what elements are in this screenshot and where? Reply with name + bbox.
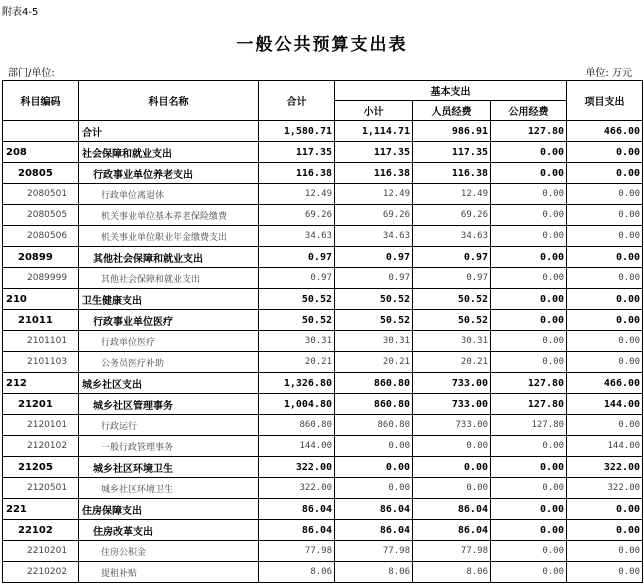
cell-public: 0.00 — [491, 310, 567, 331]
cell-subtotal: 86.04 — [335, 520, 413, 541]
cell-total: 34.63 — [259, 226, 335, 247]
column-header-code: 科目编码 — [3, 81, 79, 121]
table-row — [3, 499, 643, 520]
cell-personnel: 0.97 — [413, 247, 491, 268]
cell-code: 2120102 — [3, 436, 79, 457]
cell-public: 0.00 — [491, 226, 567, 247]
cell-subtotal: 69.26 — [335, 205, 413, 226]
cell-personnel: 733.00 — [413, 415, 491, 436]
cell-name: 行政运行 — [79, 415, 259, 436]
cell-name: 城乡社区环境卫生 — [79, 457, 259, 478]
cell-project: 0.00 — [567, 142, 643, 163]
cell-total: 0.97 — [259, 268, 335, 289]
cell-code — [3, 121, 79, 142]
cell-subtotal: 860.80 — [335, 373, 413, 394]
column-header-personnel: 人员经费 — [413, 101, 491, 121]
cell-public: 0.00 — [491, 163, 567, 184]
cell-public: 0.00 — [491, 142, 567, 163]
column-header-total: 合计 — [259, 81, 335, 121]
cell-project: 466.00 — [567, 121, 643, 142]
table-row — [3, 163, 643, 184]
department-label: 部门/单位: — [8, 68, 55, 79]
cell-public: 0.00 — [491, 562, 567, 583]
cell-subtotal: 12.49 — [335, 184, 413, 205]
cell-public: 0.00 — [491, 352, 567, 373]
cell-personnel: 733.00 — [413, 394, 491, 415]
cell-code: 2101101 — [3, 331, 79, 352]
cell-subtotal: 0.97 — [335, 247, 413, 268]
cell-public: 127.80 — [491, 373, 567, 394]
cell-name: 卫生健康支出 — [79, 289, 259, 310]
cell-public: 0.00 — [491, 289, 567, 310]
cell-public: 0.00 — [491, 205, 567, 226]
table-row — [3, 394, 643, 415]
cell-name: 行政单位离退休 — [79, 184, 259, 205]
cell-total: 30.31 — [259, 331, 335, 352]
column-header-basic: 基本支出 — [335, 81, 567, 101]
cell-name: 合计 — [79, 121, 259, 142]
cell-project: 0.00 — [567, 226, 643, 247]
cell-public: 0.00 — [491, 268, 567, 289]
cell-total: 117.35 — [259, 142, 335, 163]
cell-subtotal: 0.00 — [335, 436, 413, 457]
cell-subtotal: 860.80 — [335, 394, 413, 415]
cell-personnel: 86.04 — [413, 499, 491, 520]
cell-personnel: 0.00 — [413, 436, 491, 457]
cell-subtotal: 86.04 — [335, 499, 413, 520]
cell-total: 86.04 — [259, 520, 335, 541]
table-row — [3, 226, 643, 247]
cell-public: 0.00 — [491, 541, 567, 562]
table-row — [3, 205, 643, 226]
table-row — [3, 184, 643, 205]
cell-project: 144.00 — [567, 394, 643, 415]
cell-project: 466.00 — [567, 373, 643, 394]
cell-name: 公务员医疗补助 — [79, 352, 259, 373]
cell-name: 住房公积金 — [79, 541, 259, 562]
cell-personnel: 50.52 — [413, 310, 491, 331]
cell-subtotal: 116.38 — [335, 163, 413, 184]
cell-code: 21011 — [3, 310, 79, 331]
cell-public: 0.00 — [491, 457, 567, 478]
cell-personnel: 77.98 — [413, 541, 491, 562]
cell-code: 2120501 — [3, 478, 79, 499]
table-row — [3, 562, 643, 583]
cell-name: 其他社会保障和就业支出 — [79, 247, 259, 268]
cell-code: 2101103 — [3, 352, 79, 373]
cell-subtotal: 0.97 — [335, 268, 413, 289]
table-row — [3, 436, 643, 457]
table-body — [3, 121, 643, 583]
table-row — [3, 121, 643, 142]
cell-total: 86.04 — [259, 499, 335, 520]
table-reference-number: 附表4-5 — [2, 7, 39, 18]
cell-public: 0.00 — [491, 499, 567, 520]
cell-personnel: 69.26 — [413, 205, 491, 226]
cell-project: 322.00 — [567, 457, 643, 478]
cell-total: 50.52 — [259, 289, 335, 310]
cell-personnel: 34.63 — [413, 226, 491, 247]
cell-project: 0.00 — [567, 289, 643, 310]
cell-code: 2089999 — [3, 268, 79, 289]
cell-public: 0.00 — [491, 520, 567, 541]
cell-public: 0.00 — [491, 184, 567, 205]
table-row — [3, 331, 643, 352]
cell-personnel: 986.91 — [413, 121, 491, 142]
cell-total: 50.52 — [259, 310, 335, 331]
cell-name: 城乡社区环境卫生 — [79, 478, 259, 499]
cell-public: 0.00 — [491, 331, 567, 352]
table-row — [3, 268, 643, 289]
cell-project: 0.00 — [567, 331, 643, 352]
cell-total: 1,580.71 — [259, 121, 335, 142]
cell-total: 860.80 — [259, 415, 335, 436]
table-row — [3, 142, 643, 163]
cell-personnel: 20.21 — [413, 352, 491, 373]
cell-project: 0.00 — [567, 163, 643, 184]
cell-personnel: 117.35 — [413, 142, 491, 163]
cell-code: 212 — [3, 373, 79, 394]
table-header — [3, 81, 643, 121]
cell-code: 22102 — [3, 520, 79, 541]
cell-subtotal: 34.63 — [335, 226, 413, 247]
cell-total: 322.00 — [259, 457, 335, 478]
column-header-project: 项目支出 — [567, 81, 643, 121]
cell-name: 提租补贴 — [79, 562, 259, 583]
cell-personnel: 50.52 — [413, 289, 491, 310]
cell-name: 住房改革支出 — [79, 520, 259, 541]
cell-public: 127.80 — [491, 394, 567, 415]
cell-code: 210 — [3, 289, 79, 310]
cell-name: 社会保障和就业支出 — [79, 142, 259, 163]
cell-project: 0.00 — [567, 415, 643, 436]
cell-name: 城乡社区支出 — [79, 373, 259, 394]
table-row — [3, 541, 643, 562]
cell-code: 2120101 — [3, 415, 79, 436]
cell-code: 20805 — [3, 163, 79, 184]
cell-name: 行政事业单位医疗 — [79, 310, 259, 331]
table-row — [3, 457, 643, 478]
cell-personnel: 0.00 — [413, 457, 491, 478]
cell-total: 1,004.80 — [259, 394, 335, 415]
cell-personnel: 8.06 — [413, 562, 491, 583]
cell-project: 322.00 — [567, 478, 643, 499]
cell-personnel: 0.97 — [413, 268, 491, 289]
cell-total: 144.00 — [259, 436, 335, 457]
cell-subtotal: 50.52 — [335, 289, 413, 310]
page-title: 一般公共预算支出表 — [236, 35, 408, 55]
cell-name: 其他社会保障和就业支出 — [79, 268, 259, 289]
budget-table — [2, 80, 643, 583]
cell-name: 行政单位医疗 — [79, 331, 259, 352]
cell-subtotal: 860.80 — [335, 415, 413, 436]
cell-total: 69.26 — [259, 205, 335, 226]
cell-name: 住房保障支出 — [79, 499, 259, 520]
cell-total: 20.21 — [259, 352, 335, 373]
cell-personnel: 733.00 — [413, 373, 491, 394]
cell-public: 0.00 — [491, 478, 567, 499]
cell-total: 1,326.80 — [259, 373, 335, 394]
cell-public: 0.00 — [491, 436, 567, 457]
cell-total: 322.00 — [259, 478, 335, 499]
cell-public: 127.80 — [491, 415, 567, 436]
table-row — [3, 352, 643, 373]
cell-code: 20899 — [3, 247, 79, 268]
cell-project: 0.00 — [567, 310, 643, 331]
cell-public: 0.00 — [491, 247, 567, 268]
cell-personnel: 0.00 — [413, 478, 491, 499]
cell-total: 12.49 — [259, 184, 335, 205]
cell-project: 0.00 — [567, 562, 643, 583]
column-header-name: 科目名称 — [79, 81, 259, 121]
cell-code: 21205 — [3, 457, 79, 478]
cell-subtotal: 8.06 — [335, 562, 413, 583]
cell-code: 21201 — [3, 394, 79, 415]
cell-code: 221 — [3, 499, 79, 520]
cell-name: 行政事业单位养老支出 — [79, 163, 259, 184]
cell-subtotal: 0.00 — [335, 478, 413, 499]
column-header-public: 公用经费 — [491, 101, 567, 121]
cell-project: 0.00 — [567, 205, 643, 226]
cell-name: 城乡社区管理事务 — [79, 394, 259, 415]
cell-subtotal: 20.21 — [335, 352, 413, 373]
cell-subtotal: 50.52 — [335, 310, 413, 331]
cell-project: 0.00 — [567, 499, 643, 520]
table-row — [3, 289, 643, 310]
cell-personnel: 116.38 — [413, 163, 491, 184]
cell-code: 2080501 — [3, 184, 79, 205]
cell-code: 2210202 — [3, 562, 79, 583]
cell-subtotal: 117.35 — [335, 142, 413, 163]
cell-code: 2080505 — [3, 205, 79, 226]
table-row — [3, 415, 643, 436]
cell-subtotal: 30.31 — [335, 331, 413, 352]
cell-project: 144.00 — [567, 436, 643, 457]
cell-total: 8.06 — [259, 562, 335, 583]
cell-name: 一般行政管理事务 — [79, 436, 259, 457]
table-row — [3, 247, 643, 268]
table-row — [3, 373, 643, 394]
cell-total: 116.38 — [259, 163, 335, 184]
table-row — [3, 520, 643, 541]
column-header-subtotal: 小计 — [335, 101, 413, 121]
cell-public: 127.80 — [491, 121, 567, 142]
cell-code: 2210201 — [3, 541, 79, 562]
cell-subtotal: 0.00 — [335, 457, 413, 478]
cell-personnel: 12.49 — [413, 184, 491, 205]
cell-project: 0.00 — [567, 541, 643, 562]
cell-code: 208 — [3, 142, 79, 163]
cell-personnel: 86.04 — [413, 520, 491, 541]
cell-project: 0.00 — [567, 352, 643, 373]
unit-label: 单位: 万元 — [585, 68, 632, 79]
cell-personnel: 30.31 — [413, 331, 491, 352]
table-row — [3, 478, 643, 499]
cell-subtotal: 77.98 — [335, 541, 413, 562]
cell-project: 0.00 — [567, 520, 643, 541]
cell-total: 0.97 — [259, 247, 335, 268]
cell-name: 机关事业单位基本养老保险缴费 — [79, 205, 259, 226]
cell-code: 2080506 — [3, 226, 79, 247]
cell-project: 0.00 — [567, 268, 643, 289]
cell-project: 0.00 — [567, 247, 643, 268]
cell-subtotal: 1,114.71 — [335, 121, 413, 142]
table-row — [3, 310, 643, 331]
cell-total: 77.98 — [259, 541, 335, 562]
cell-project: 0.00 — [567, 184, 643, 205]
cell-name: 机关事业单位职业年金缴费支出 — [79, 226, 259, 247]
